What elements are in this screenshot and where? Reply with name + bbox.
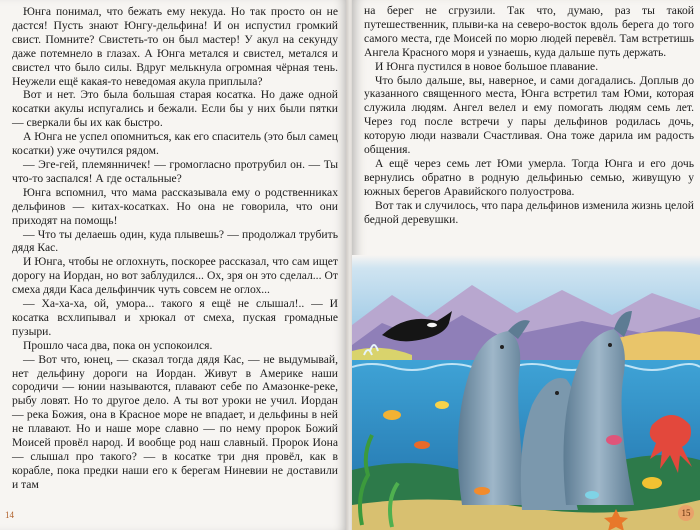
fish [606,435,622,445]
paragraph: Вот и нет. Это была большая старая косатка. Но даже одной косатки акулы испугались и бежали. Если бы у них были пятки — сверкали бы их как быстро. [12,88,338,130]
fish [383,410,401,420]
paragraph: — Эге-гей, племянничек! — громогласно протрубил он. — Ты что-то заспался! А где остальные? [12,157,338,185]
dolphins-illustration [352,255,700,530]
fish [435,401,449,409]
fish [414,441,430,449]
paragraph: И Юнга пустился в новое большое плавание. [375,59,599,73]
paragraph: — Что ты делаешь один, куда плывешь? — продолжал трубить дядя Кас. [12,227,338,255]
page-number-left: 14 [5,510,14,520]
fish [474,487,490,495]
page-number-right: 15 [678,505,694,521]
paragraph: на берег не сгрузили. Так что, думаю, раз ты такой путешественник, плыви-ка на северо-восток вдоль берега до того самого места, где Моисей по морю людей перевёл. Там встретишь Ангела Красного моря и узнаешь, куда дальше путь держать. [364,4,694,59]
paragraph: А Юнга не успел опомниться, как его спаситель (это был самец косатки) уже очутился рядом. [12,130,338,158]
left-page-text [12,5,338,492]
dolphin-eye [608,343,612,347]
dolphin-eye [500,345,504,349]
paragraph: Юнга вспомнил, что мама рассказывала ему о родственниках дельфинов — китах-косатках. Но она не говорила, что они приходят на помощь! [12,185,338,227]
paragraph: Вот так и случилось, что пара дельфинов изменила жизнь целой бедной деревушки. [364,198,694,226]
left-page [0,0,348,530]
paragraph: — Ха-ха-ха, ой, умора... такого я ещё не слышал!.. — И косатка всхлипывал и хрюкал от смеха, пуская громадные пузыри. [12,297,338,338]
paragraph: Юнга понимал, что бежать ему некуда. Но так просто он не дастся! Пусть знают Юнгу-дельфина! И он испустил громкий свист. Помните? Свистеть-то он был мастер! У акул на секунду даже потемнело в глазах. А Юнга метался и свистел, метался и свистел что было силы. Вдруг мелькнула огромная чёрная тень. Неужели ещё какая-то неведомая акула приплыла? [12,5,338,88]
fish [642,477,662,489]
paragraph: А ещё через семь лет Юми умерла. Тогда Юнга и его дочь вернулись обратно в родную дельфинью семью, живущую у южных берегов Аравийского полуострова. [364,156,694,198]
paragraph: Что было дальше, вы, наверное, и сами догадались. Доплыв до указанного священного места, Юнга встретил там Юми, которая служила людям. Ангел велел и ему помогать людям семь лет. Через год после встречи у пары дельфинов родилась дочь, которую люди назвали Счастливая. Она тоже дарила им радость общения. [364,73,694,157]
paragraph: И Юнга, чтобы не оглохнуть, поскорее рассказал, что сам ищет дорогу на Иордан, но вот заблудился... Ох, зря он это сделал... От смеха дяди Каса дельфинчик чуть совсем не оглох... [12,255,338,297]
orca-eye-patch [427,323,437,327]
right-page-text [364,4,694,227]
right-page [352,0,700,530]
dolphin-eye [555,391,559,395]
fish [585,491,599,499]
paragraph: Прошло часа два, пока он успокоился. [23,338,213,352]
paragraph: — Вот что, юнец, — сказал тогда дядя Кас, — не выдумывай, нет дельфину дороги на Иордан. Живут в Америке наши сородичи — юнии называются, плавают себе по Амазонке-реке, рыбу ловят. Но то другое дело. А ты вот уроки не учил. Иордан — река Божия, она в Красное море не впадает, и дельфины в ней не плавают. Но и наше море славно — по нему пророк Божий Моисей провёл народ. И вообще род наш славный. Пророк Иона — слышал про такого? — в косатке три дня провёл, как в корабле, пока предки наши его к берегам Ниневии не доставили и там [12,352,338,491]
